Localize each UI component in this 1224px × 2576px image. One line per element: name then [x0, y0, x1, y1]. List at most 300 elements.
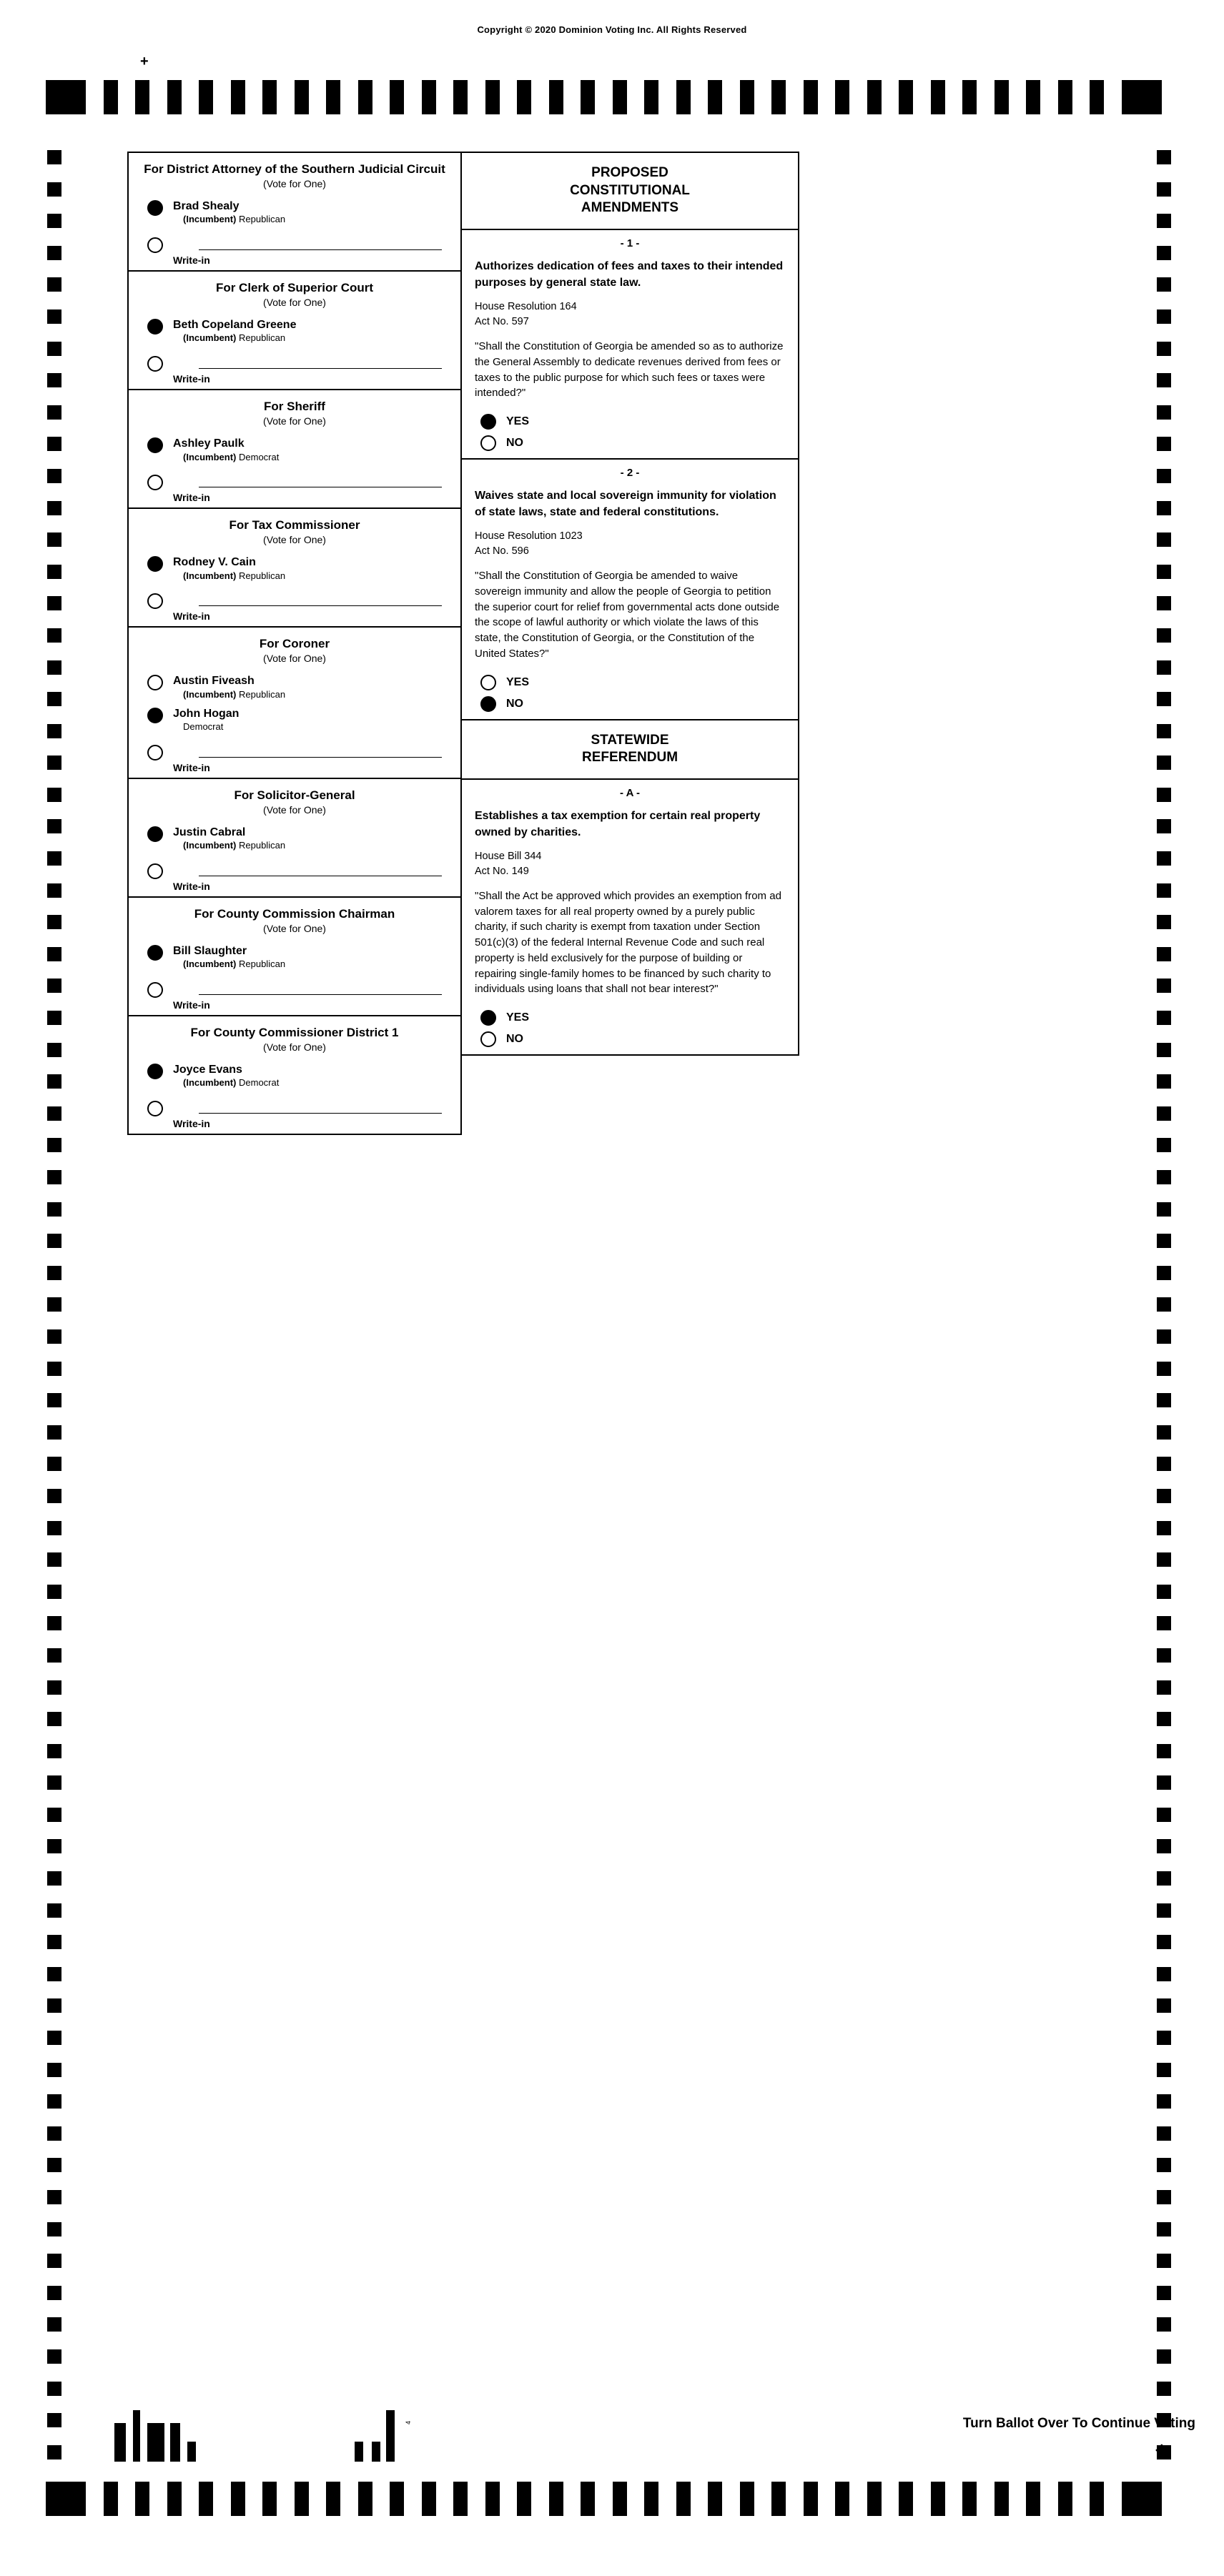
timing-mark	[931, 80, 945, 114]
timing-mark	[1157, 2254, 1171, 2268]
measure-summary: Establishes a tax exemption for certain real property owned by charities.	[475, 809, 761, 839]
timing-mark	[1157, 1457, 1171, 1471]
vote-for-instruction: (Vote for One)	[263, 923, 326, 935]
timing-mark	[47, 788, 61, 802]
turn-ballot-over-instruction: Turn Ballot Over To Continue Voting	[962, 2416, 1195, 2431]
timing-mark	[47, 2382, 61, 2396]
timing-mark	[1157, 596, 1171, 610]
timing-mark	[1157, 182, 1171, 197]
timing-mark	[358, 2482, 372, 2516]
timing-mark	[1058, 80, 1072, 114]
timing-mark	[47, 1234, 61, 1248]
timing-mark	[47, 1106, 61, 1121]
timing-mark	[47, 1967, 61, 1981]
write-in-option[interactable]	[129, 971, 460, 1011]
timing-mark	[135, 80, 149, 114]
timing-mark	[1157, 756, 1171, 770]
timing-mark	[47, 628, 61, 643]
timing-mark	[613, 80, 627, 114]
timing-mark	[47, 1839, 61, 1853]
vote-oval[interactable]	[147, 437, 163, 453]
write-in-line[interactable]	[199, 757, 442, 758]
vote-for-instruction: (Vote for One)	[263, 178, 326, 190]
ballot-measure	[462, 460, 798, 720]
no-oval[interactable]	[480, 435, 496, 451]
write-in-label: Write-in	[173, 999, 210, 1011]
vote-oval[interactable]	[147, 675, 163, 690]
timing-mark	[47, 1202, 61, 1217]
measure-question: "Shall the Constitution of Georgia be amended so as to authorize the General Assembly to dedicate revenues derived from fees or taxes to the public purpose for which such fees or taxes were intended?"	[475, 340, 784, 400]
timing-mark	[358, 80, 372, 114]
timing-mark	[1157, 1648, 1171, 1663]
contest-title: For Solicitor-General	[234, 788, 355, 802]
timing-mark	[1157, 1998, 1171, 2013]
timing-mark	[47, 1998, 61, 2013]
no-oval[interactable]	[480, 1031, 496, 1047]
timing-mark	[835, 80, 849, 114]
timing-marks-left	[47, 150, 61, 2477]
timing-mark	[47, 182, 61, 197]
vote-for-instruction: (Vote for One)	[263, 415, 326, 427]
write-in-oval[interactable]	[147, 356, 163, 372]
vote-oval[interactable]	[147, 708, 163, 723]
timing-mark	[104, 80, 118, 114]
measure-summary: Waives state and local sovereign immunity for violation of state laws, state and federal constitutions.	[475, 490, 776, 519]
timing-mark	[422, 2482, 436, 2516]
timing-mark	[1157, 1616, 1171, 1630]
timing-marks-bottom	[46, 2482, 1179, 2516]
timing-mark	[1157, 1775, 1171, 1790]
timing-mark	[1157, 342, 1171, 356]
vote-oval[interactable]	[147, 556, 163, 572]
timing-mark	[931, 2482, 945, 2516]
timing-mark	[47, 2158, 61, 2172]
candidate-party: (Incumbent) Republican	[183, 332, 286, 344]
yes-label: YES	[506, 675, 530, 688]
timing-mark	[1157, 1138, 1171, 1152]
timing-mark	[326, 2482, 340, 2516]
timing-mark	[1157, 2286, 1171, 2300]
write-in-option[interactable]	[129, 583, 460, 622]
candidate-option[interactable]	[129, 668, 460, 701]
timing-mark	[47, 819, 61, 833]
timing-mark	[47, 883, 61, 898]
timing-mark	[1157, 1362, 1171, 1376]
timing-mark	[199, 2482, 213, 2516]
timing-mark	[1157, 246, 1171, 260]
timing-mark	[47, 1775, 61, 1790]
barcode-bar	[372, 2442, 380, 2462]
timing-mark	[1157, 1234, 1171, 1248]
contest	[129, 1016, 460, 1134]
candidate-name: Joyce Evans	[173, 1064, 242, 1076]
ballot-measure	[462, 230, 798, 460]
timing-mark	[453, 2482, 468, 2516]
timing-mark	[1157, 1170, 1171, 1184]
barcode-bar	[147, 2423, 164, 2462]
timing-mark	[1157, 1839, 1171, 1853]
write-in-oval[interactable]	[147, 982, 163, 998]
timing-mark	[47, 692, 61, 706]
vote-oval[interactable]	[147, 200, 163, 216]
no-label: NO	[506, 697, 523, 710]
timing-mark	[1090, 80, 1104, 114]
timing-mark	[262, 2482, 277, 2516]
timing-mark	[994, 2482, 1009, 2516]
timing-mark	[295, 80, 309, 114]
contest-title: For Tax Commissioner	[229, 518, 360, 532]
candidate-party: (Incumbent) Republican	[183, 840, 286, 851]
timing-mark	[1157, 1266, 1171, 1280]
timing-mark	[1157, 501, 1171, 515]
measure-no-option[interactable]	[462, 693, 798, 715]
write-in-option[interactable]	[129, 1090, 460, 1129]
barcode-bar	[187, 2442, 196, 2462]
timing-mark	[47, 2413, 61, 2427]
timing-mark	[771, 80, 786, 114]
timing-mark	[517, 80, 531, 114]
timing-mark	[485, 80, 500, 114]
timing-mark	[1157, 819, 1171, 833]
timing-mark	[804, 2482, 818, 2516]
timing-mark	[1157, 1712, 1171, 1726]
measure-number: - 2 -	[620, 467, 640, 480]
timing-mark	[1157, 883, 1171, 898]
ballot-body	[127, 152, 799, 1135]
timing-mark	[1157, 2222, 1171, 2236]
timing-mark	[1157, 724, 1171, 738]
timing-marks-right	[1157, 150, 1171, 2477]
contest-column	[127, 152, 462, 1135]
timing-mark	[47, 1074, 61, 1089]
timing-mark	[1157, 915, 1171, 929]
no-oval[interactable]	[480, 696, 496, 712]
contest-title: For Coroner	[259, 637, 330, 651]
vote-oval[interactable]	[147, 826, 163, 842]
copyright-notice: Copyright © 2020 Dominion Voting Inc. All Rights Reserved	[477, 24, 747, 35]
timing-mark	[1157, 405, 1171, 420]
timing-mark	[47, 947, 61, 961]
timing-mark	[867, 80, 882, 114]
write-in-option[interactable]	[129, 853, 460, 892]
timing-mark	[1157, 1202, 1171, 1217]
candidate-party: (Incumbent) Republican	[183, 214, 286, 225]
timing-mark	[1157, 1521, 1171, 1535]
timing-mark	[47, 246, 61, 260]
timing-mark	[708, 2482, 722, 2516]
timing-mark	[47, 405, 61, 420]
timing-mark	[47, 2126, 61, 2141]
timing-mark	[804, 80, 818, 114]
timing-mark	[47, 2445, 61, 2459]
timing-mark	[47, 2317, 61, 2332]
crosshair-icon: ✥	[1155, 2442, 1168, 2459]
timing-mark	[47, 1744, 61, 1758]
contest-title: For County Commissioner District 1	[190, 1026, 399, 1039]
write-in-label: Write-in	[173, 880, 210, 892]
timing-mark	[1090, 2482, 1104, 2516]
timing-mark	[47, 1011, 61, 1025]
timing-mark	[899, 2482, 913, 2516]
write-in-label: Write-in	[173, 254, 210, 267]
timing-mark	[422, 80, 436, 114]
timing-mark	[1157, 2349, 1171, 2364]
timing-mark	[1157, 1585, 1171, 1599]
write-in-oval[interactable]	[147, 1101, 163, 1116]
timing-mark	[231, 2482, 245, 2516]
write-in-line[interactable]	[199, 1113, 442, 1114]
measure-summary: Authorizes dedication of fees and taxes to their intended purposes by general state law.	[475, 260, 784, 289]
timing-mark	[1157, 1808, 1171, 1822]
measure-question: "Shall the Constitution of Georgia be amended to waive sovereign immunity and allow the people of Georgia to petition the superior court for relief from governmental acts done outside the scope of lawful authority or which violate the laws of this state, the Constitution of Georgia, or the Constitution of the United States?"	[475, 570, 780, 660]
timing-mark	[47, 1712, 61, 1726]
contest	[129, 898, 460, 1016]
timing-mark	[1157, 2317, 1171, 2332]
candidate-name: Bill Slaughter	[173, 945, 247, 958]
timing-mark	[1157, 1871, 1171, 1886]
timing-mark	[1157, 1935, 1171, 1949]
timing-mark	[1157, 692, 1171, 706]
timing-mark	[47, 1871, 61, 1886]
timing-mark	[47, 1585, 61, 1599]
write-in-oval[interactable]	[147, 593, 163, 609]
timing-mark	[1157, 150, 1171, 164]
write-in-option[interactable]	[129, 734, 460, 773]
candidate-option[interactable]	[129, 312, 460, 345]
timing-mark	[47, 373, 61, 387]
timing-mark	[47, 469, 61, 483]
timing-mark	[47, 596, 61, 610]
timing-mark	[899, 80, 913, 114]
timing-mark	[47, 1297, 61, 1312]
timing-mark	[47, 979, 61, 993]
timing-mark	[1157, 1425, 1171, 1440]
timing-mark	[231, 80, 245, 114]
ballot-measure	[462, 780, 798, 1054]
measure-yes-option[interactable]	[462, 1007, 798, 1029]
timing-mark	[47, 1266, 61, 1280]
write-in-option[interactable]	[129, 464, 460, 503]
timing-mark	[1157, 373, 1171, 387]
candidate-party: (Incumbent) Republican	[183, 570, 286, 581]
timing-mark	[1157, 532, 1171, 547]
measure-no-option[interactable]	[462, 432, 798, 454]
barcode-bar	[355, 2442, 363, 2462]
contest	[129, 272, 460, 390]
candidate-party: (Incumbent) Democrat	[183, 451, 280, 462]
yes-oval[interactable]	[480, 675, 496, 690]
timing-mark	[47, 2094, 61, 2109]
timing-mark	[453, 80, 468, 114]
timing-marks-top	[46, 80, 1179, 114]
timing-mark	[1157, 1680, 1171, 1695]
timing-mark	[1157, 277, 1171, 292]
candidate-option[interactable]	[129, 938, 460, 971]
write-in-label: Write-in	[173, 492, 210, 504]
write-in-line[interactable]	[199, 249, 442, 250]
timing-mark	[581, 2482, 595, 2516]
timing-mark	[581, 80, 595, 114]
timing-mark	[390, 2482, 404, 2516]
timing-mark	[740, 80, 754, 114]
timing-mark	[1157, 2094, 1171, 2109]
vote-for-instruction: (Vote for One)	[263, 804, 326, 816]
proposed-amendments-header: PROPOSED CONSTITUTIONAL AMENDMENTS	[462, 153, 798, 230]
barcode-bar	[386, 2410, 395, 2462]
timing-mark	[1157, 2063, 1171, 2077]
candidate-option[interactable]	[129, 550, 460, 583]
write-in-oval[interactable]	[147, 863, 163, 879]
timing-mark	[1157, 1744, 1171, 1758]
timing-mark	[1157, 979, 1171, 993]
write-in-label: Write-in	[173, 761, 210, 773]
candidate-party: (Incumbent) Republican	[183, 688, 286, 700]
candidate-name: Justin Cabral	[173, 826, 246, 839]
timing-mark	[1157, 788, 1171, 802]
timing-mark	[47, 1393, 61, 1407]
timing-mark	[167, 2482, 182, 2516]
write-in-label: Write-in	[173, 373, 210, 385]
measure-reference: House Resolution 164 Act No. 597	[475, 301, 577, 327]
vote-oval[interactable]	[147, 319, 163, 335]
contest-title: For District Attorney of the Southern Judicial Circuit	[144, 162, 445, 176]
yes-label: YES	[506, 1011, 530, 1024]
timing-mark	[1157, 1074, 1171, 1089]
write-in-option[interactable]	[129, 227, 460, 266]
yes-label: YES	[506, 415, 530, 428]
candidate-party: Democrat	[183, 721, 224, 733]
timing-mark	[47, 2349, 61, 2364]
no-label: NO	[506, 437, 523, 450]
timing-mark	[47, 2031, 61, 2045]
timing-mark	[104, 2482, 118, 2516]
timing-mark	[962, 80, 977, 114]
timing-mark	[199, 80, 213, 114]
timing-mark	[47, 1457, 61, 1471]
timing-mark	[1157, 1903, 1171, 1918]
candidate-name: Brad Shealy	[173, 200, 240, 213]
yes-oval[interactable]	[480, 414, 496, 430]
measure-reference: House Bill 344 Act No. 149	[475, 851, 542, 877]
write-in-label: Write-in	[173, 610, 210, 623]
timing-mark	[135, 2482, 149, 2516]
timing-mark	[390, 80, 404, 114]
measure-number: - 1 -	[620, 237, 640, 250]
timing-mark	[676, 80, 691, 114]
write-in-label: Write-in	[173, 1118, 210, 1130]
measure-yes-option[interactable]	[462, 672, 798, 693]
timing-mark	[47, 277, 61, 292]
yes-oval[interactable]	[480, 1010, 496, 1026]
contest	[129, 779, 460, 898]
timing-mark	[613, 2482, 627, 2516]
timing-mark	[47, 1648, 61, 1663]
vote-for-instruction: (Vote for One)	[263, 1041, 326, 1054]
timing-mark	[1058, 2482, 1072, 2516]
timing-mark	[46, 2482, 86, 2516]
timing-mark	[47, 342, 61, 356]
timing-mark	[47, 1489, 61, 1503]
timing-mark	[47, 851, 61, 866]
write-in-oval[interactable]	[147, 475, 163, 490]
candidate-option[interactable]	[129, 1057, 460, 1090]
candidate-name: John Hogan	[173, 708, 240, 720]
timing-mark	[517, 2482, 531, 2516]
timing-mark	[47, 915, 61, 929]
timing-mark	[47, 724, 61, 738]
timing-mark	[295, 2482, 309, 2516]
timing-mark	[644, 2482, 658, 2516]
timing-mark	[1157, 1329, 1171, 1344]
timing-mark	[485, 2482, 500, 2516]
candidate-name: Rodney V. Cain	[173, 556, 256, 569]
measure-yes-option[interactable]	[462, 411, 798, 432]
timing-mark	[1157, 1967, 1171, 1981]
timing-mark	[47, 2254, 61, 2268]
candidate-option[interactable]	[129, 701, 460, 734]
timing-mark	[1026, 80, 1040, 114]
timing-mark	[740, 2482, 754, 2516]
timing-mark	[47, 2063, 61, 2077]
timing-mark	[1157, 628, 1171, 643]
timing-mark	[46, 80, 86, 114]
vote-for-instruction: (Vote for One)	[263, 653, 326, 665]
timing-mark	[47, 1425, 61, 1440]
timing-mark	[47, 2190, 61, 2204]
timing-mark	[1157, 2190, 1171, 2204]
write-in-line[interactable]	[199, 368, 442, 369]
measure-column	[462, 152, 799, 1056]
write-in-oval[interactable]	[147, 745, 163, 761]
timing-mark	[1122, 80, 1162, 114]
timing-mark	[47, 214, 61, 228]
vote-for-instruction: (Vote for One)	[263, 534, 326, 546]
contest-title: For Sheriff	[264, 400, 325, 414]
timing-mark	[47, 1170, 61, 1184]
registration-plus-icon: +	[140, 54, 149, 69]
timing-mark	[676, 2482, 691, 2516]
timing-mark	[1157, 2126, 1171, 2141]
timing-mark	[47, 756, 61, 770]
timing-mark	[708, 80, 722, 114]
timing-mark	[1157, 2158, 1171, 2172]
timing-mark	[1157, 1043, 1171, 1057]
write-in-line[interactable]	[199, 605, 442, 606]
timing-mark	[1157, 1552, 1171, 1567]
candidate-option[interactable]	[129, 431, 460, 464]
candidate-option[interactable]	[129, 820, 460, 853]
timing-mark	[47, 565, 61, 579]
timing-mark	[1157, 469, 1171, 483]
write-in-line[interactable]	[199, 994, 442, 995]
timing-mark	[962, 2482, 977, 2516]
timing-mark	[549, 2482, 563, 2516]
candidate-party: (Incumbent) Republican	[183, 958, 286, 970]
timing-mark	[47, 1329, 61, 1344]
statewide-referendum-header: STATEWIDE REFERENDUM	[462, 720, 798, 780]
contest	[129, 390, 460, 509]
timing-mark	[1157, 2382, 1171, 2396]
vote-oval[interactable]	[147, 945, 163, 961]
write-in-oval[interactable]	[147, 237, 163, 253]
vote-for-instruction: (Vote for One)	[263, 297, 326, 309]
timing-mark	[47, 1138, 61, 1152]
vote-oval[interactable]	[147, 1064, 163, 1079]
measure-no-option[interactable]	[462, 1029, 798, 1050]
candidate-option[interactable]	[129, 194, 460, 227]
timing-mark	[1157, 947, 1171, 961]
write-in-option[interactable]	[129, 345, 460, 385]
